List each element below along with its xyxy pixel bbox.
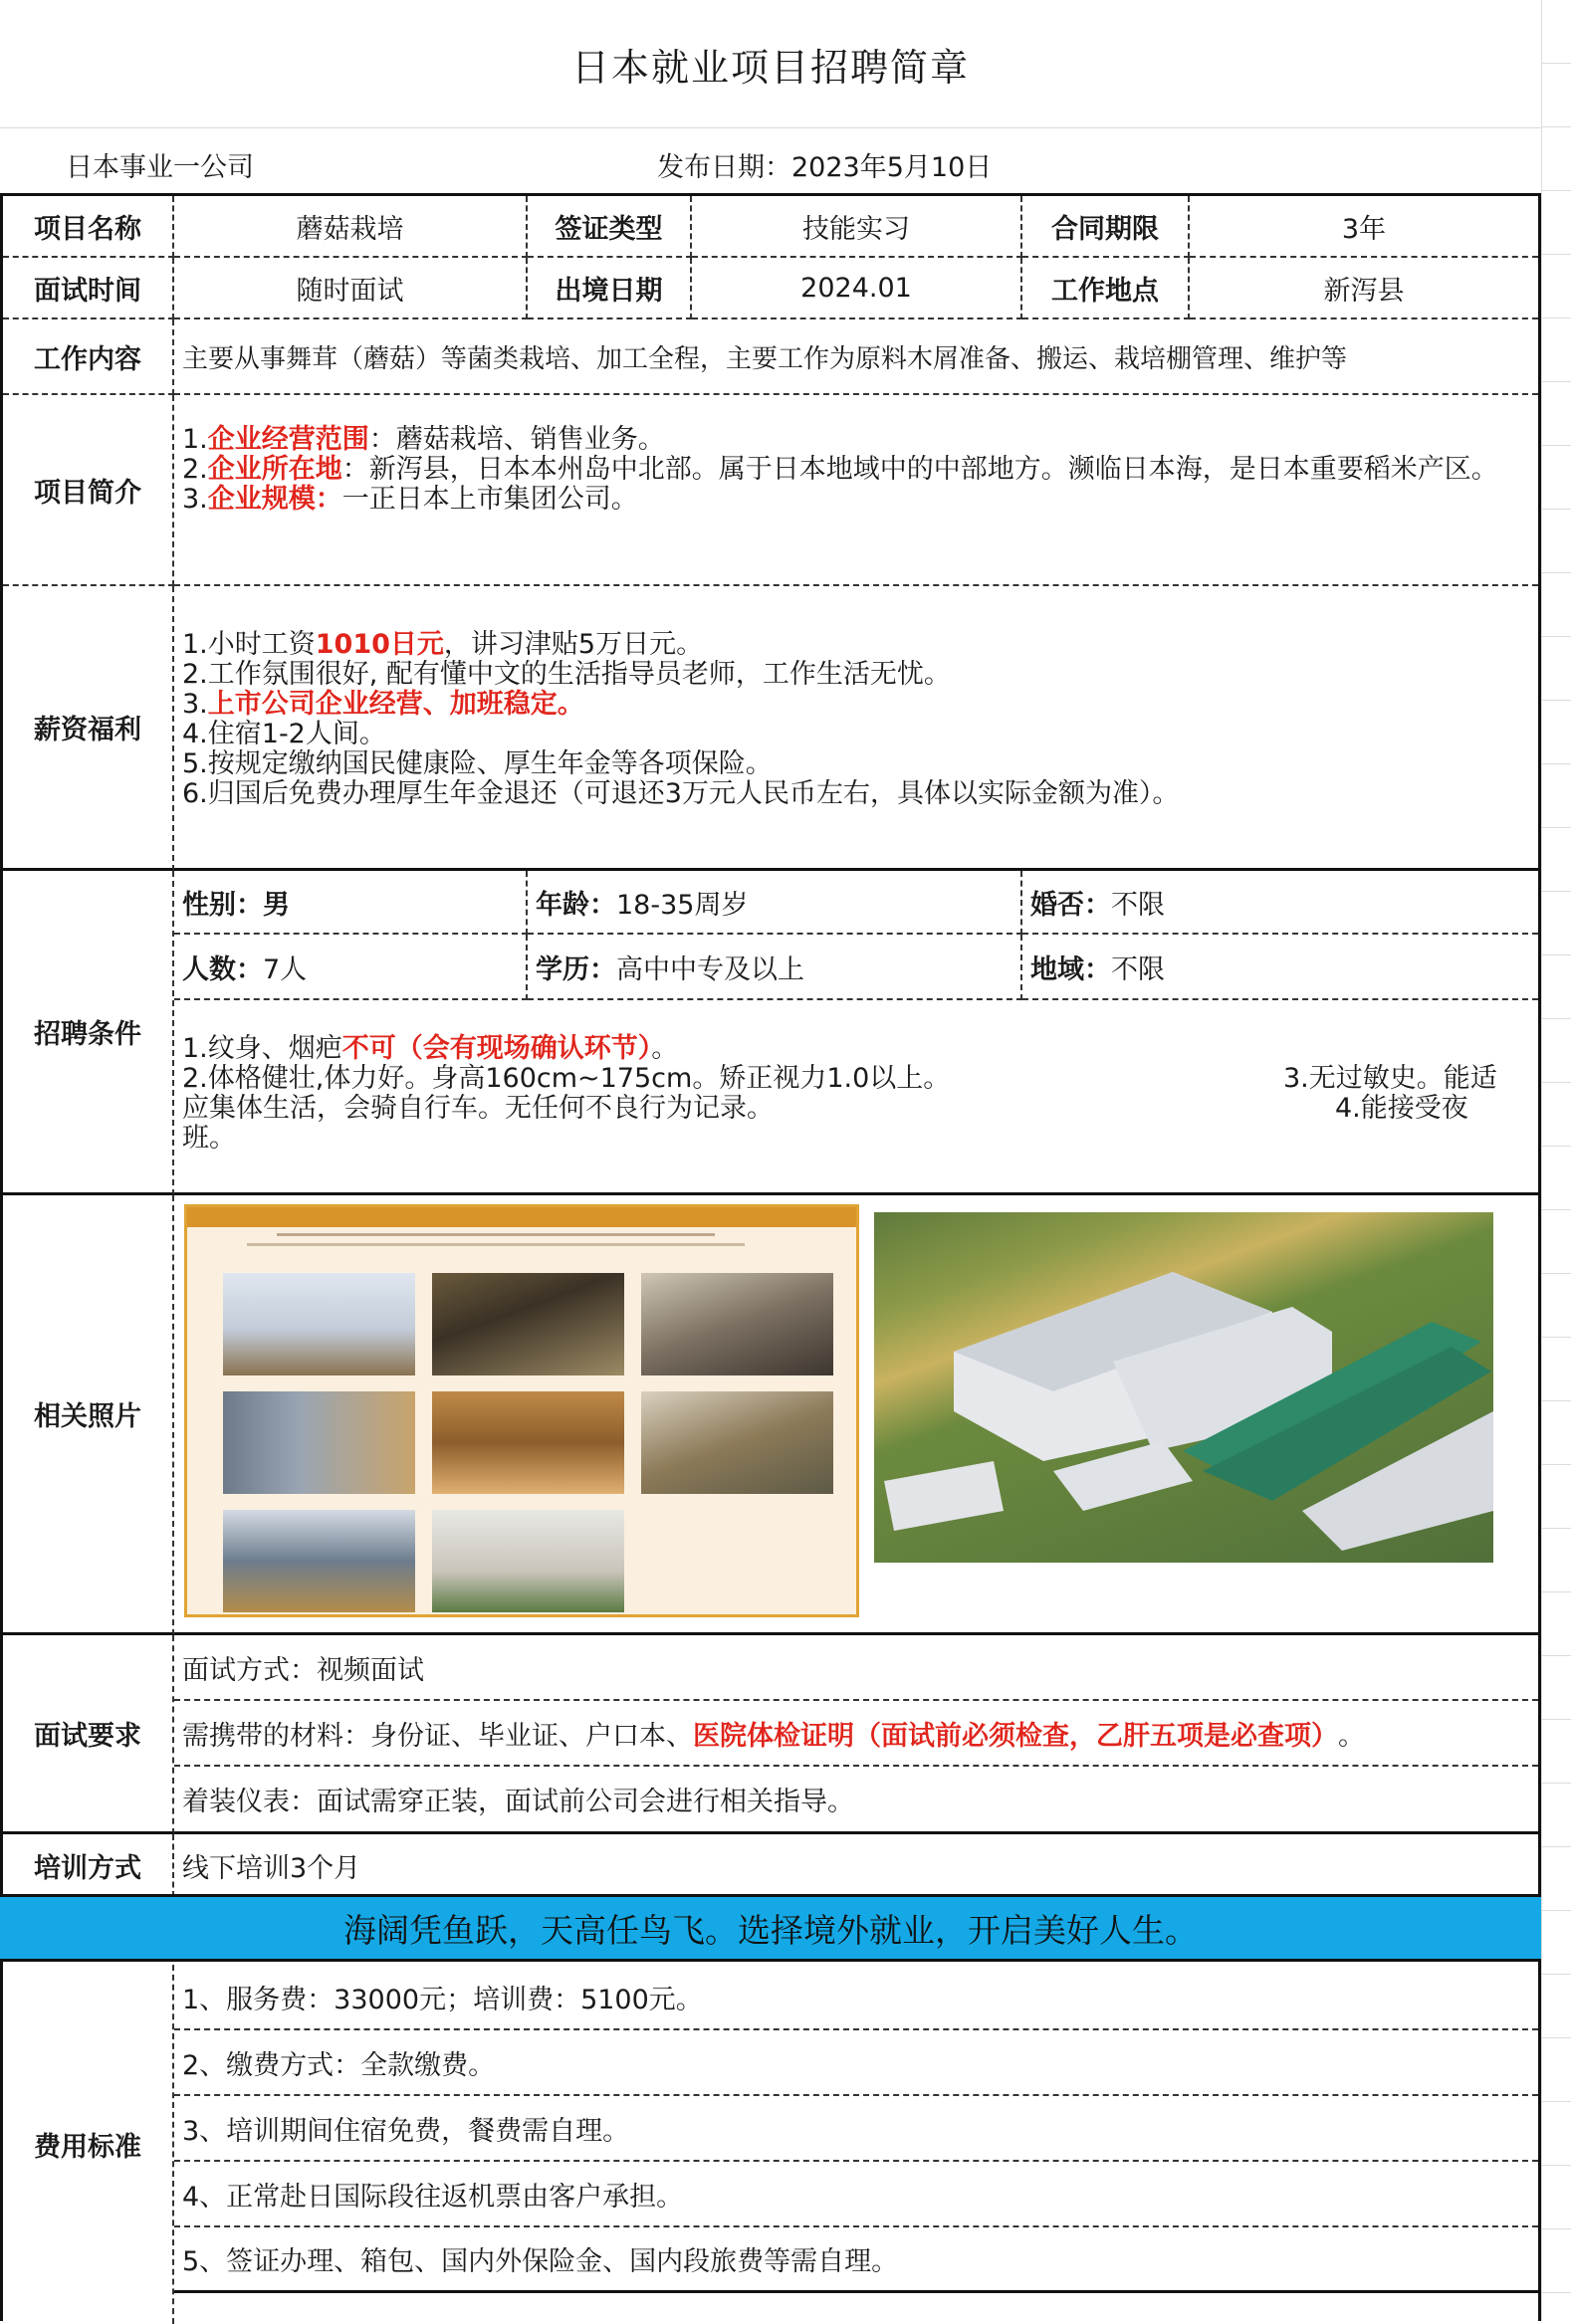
count-cell: 人数： 7人 — [174, 935, 528, 1000]
salary-content — [174, 586, 1538, 871]
interview-label: 面试要求 — [3, 1635, 174, 1834]
condition-line-1: 1.纹身、烟疤不可（会有现场确认环节）。 — [182, 1033, 679, 1064]
edu-cell: 学历： 高中中专及以上 — [528, 935, 1022, 1000]
workers-photo — [223, 1273, 415, 1375]
spreadsheet-gridlines — [1541, 0, 1571, 2321]
visa-label: 签证类型 — [528, 196, 692, 258]
location-value: 新泻县 — [1190, 258, 1538, 319]
contract-value: 3年 — [1190, 196, 1538, 258]
salary-line-4: 4.住宿1-2人间。 — [182, 719, 386, 749]
salary-label: 薪资福利 — [3, 586, 174, 871]
machine-photo — [641, 1273, 833, 1375]
fee-line-1: 1、服务费：33000元；培训费：5100元。 — [174, 1965, 1538, 2030]
intro-line-3: 3.企业规模：一正日本上市集团公司。 — [182, 484, 638, 515]
intro-label: 项目简介 — [3, 395, 174, 586]
collage-header-bar — [187, 1207, 856, 1227]
work-label: 工作内容 — [3, 319, 174, 395]
interview-time-value: 随时面试 — [174, 258, 528, 319]
salary-line-1: 1.小时工资1010日元，讲习津贴5万日元。 — [182, 629, 704, 660]
packing-photo — [223, 1510, 415, 1612]
marriage-cell: 婚否： 不限 — [1022, 871, 1538, 935]
salary-line-6: 6.归国后免费办理厚生年金退还（可退还3万元人民币左右，具体以实际金额为准）。 — [182, 778, 1180, 809]
company-name: 日本事业一公司 — [66, 152, 254, 183]
contract-label: 合同期限 — [1022, 196, 1190, 258]
gender-cell: 性别： 男 — [174, 871, 528, 935]
publish-date: 发布日期：2023年5月10日 — [657, 152, 993, 183]
interview-dress: 着装仪表：面试需穿正装，面试前公司会进行相关指导。 — [174, 1767, 1538, 1834]
storage-photo — [223, 1391, 415, 1494]
collage-text-line — [277, 1233, 715, 1236]
intro-content — [174, 395, 1538, 586]
condition-line-4: 班。 — [182, 1123, 236, 1154]
photos-label: 相关照片 — [3, 1195, 174, 1635]
aerial-factory-photo — [874, 1212, 1493, 1563]
region-cell: 地域： 不限 — [1022, 935, 1538, 1000]
departure-value: 2024.01 — [692, 258, 1022, 319]
fees-label: 费用标准 — [3, 1965, 174, 2324]
mushroom-shelf-photo — [432, 1391, 624, 1494]
salary-line-5: 5.按规定缴纳国民健康险、厚生年金等各项保险。 — [182, 748, 773, 779]
salary-line-3: 3.上市公司企业经营、加班稳定。 — [182, 689, 584, 720]
departure-label: 出境日期 — [528, 258, 692, 319]
slogan-banner: 海阔凭鱼跃，天高任鸟飞。选择境外就业，开启美好人生。 — [0, 1894, 1541, 1962]
harvest-photo — [641, 1391, 833, 1494]
location-label: 工作地点 — [1022, 258, 1190, 319]
building-photo — [432, 1510, 624, 1612]
sawdust-photo — [432, 1273, 624, 1375]
factory-buildings-graphic — [874, 1212, 1493, 1563]
interview-method: 面试方式：视频面试 — [174, 1635, 1538, 1701]
meta-row — [0, 127, 1541, 193]
visa-value: 技能实习 — [692, 196, 1022, 258]
project-name-label: 项目名称 — [3, 196, 174, 258]
project-name-value: 蘑菇栽培 — [174, 196, 528, 258]
condition-line-2: 2.体格健壮,体力好。身高160cm~175cm。矫正视力1.0以上。 3.无过敏史。能适 — [182, 1063, 1497, 1094]
fee-line-3: 3、培训期间住宿免费，餐费需自理。 — [174, 2096, 1538, 2162]
age-cell: 年龄： 18-35周岁 — [528, 871, 1022, 935]
page-title: 日本就业项目招聘简章 — [0, 0, 1541, 128]
condition-line-3: 应集体生活，会骑自行车。无任何不良行为记录。 4.能接受夜 — [182, 1093, 1468, 1124]
fee-line-5: 5、签证办理、箱包、国内外保险金、国内段旅费等需自理。 — [174, 2227, 1538, 2293]
recruit-conditions — [174, 1000, 1538, 1195]
fee-line-4: 4、正常赴日国际段往返机票由客户承担。 — [174, 2162, 1538, 2227]
intro-line-1: 1.企业经营范围：蘑菇栽培、销售业务。 — [182, 424, 665, 455]
interview-time-label: 面试时间 — [3, 258, 174, 319]
work-content: 主要从事舞茸（蘑菇）等菌类栽培、加工全程，主要工作为原料木屑准备、搬运、栽培棚管理、维护等 — [174, 319, 1538, 395]
fee-line-2: 2、缴费方式：全款缴费。 — [174, 2030, 1538, 2096]
factory-photo-collage — [184, 1204, 859, 1617]
training-label: 培训方式 — [3, 1834, 174, 1897]
intro-line-2: 2.企业所在地：新泻县，日本本州岛中北部。属于日本地域中的中部地方。濒临日本海，是日本重要稻米产区。 — [182, 454, 1498, 485]
collage-text-line — [247, 1243, 745, 1246]
interview-materials: 需携带的材料：身份证、毕业证、户口本、 医院体检证明（面试前必须检查，乙肝五项是必查项） 。 — [174, 1701, 1538, 1767]
salary-line-2: 2.工作氛围很好, 配有懂中文的生活指导员老师，工作生活无忧。 — [182, 659, 951, 690]
recruit-label: 招聘条件 — [3, 871, 174, 1195]
training-content: 线下培训3个月 — [182, 1853, 361, 1884]
